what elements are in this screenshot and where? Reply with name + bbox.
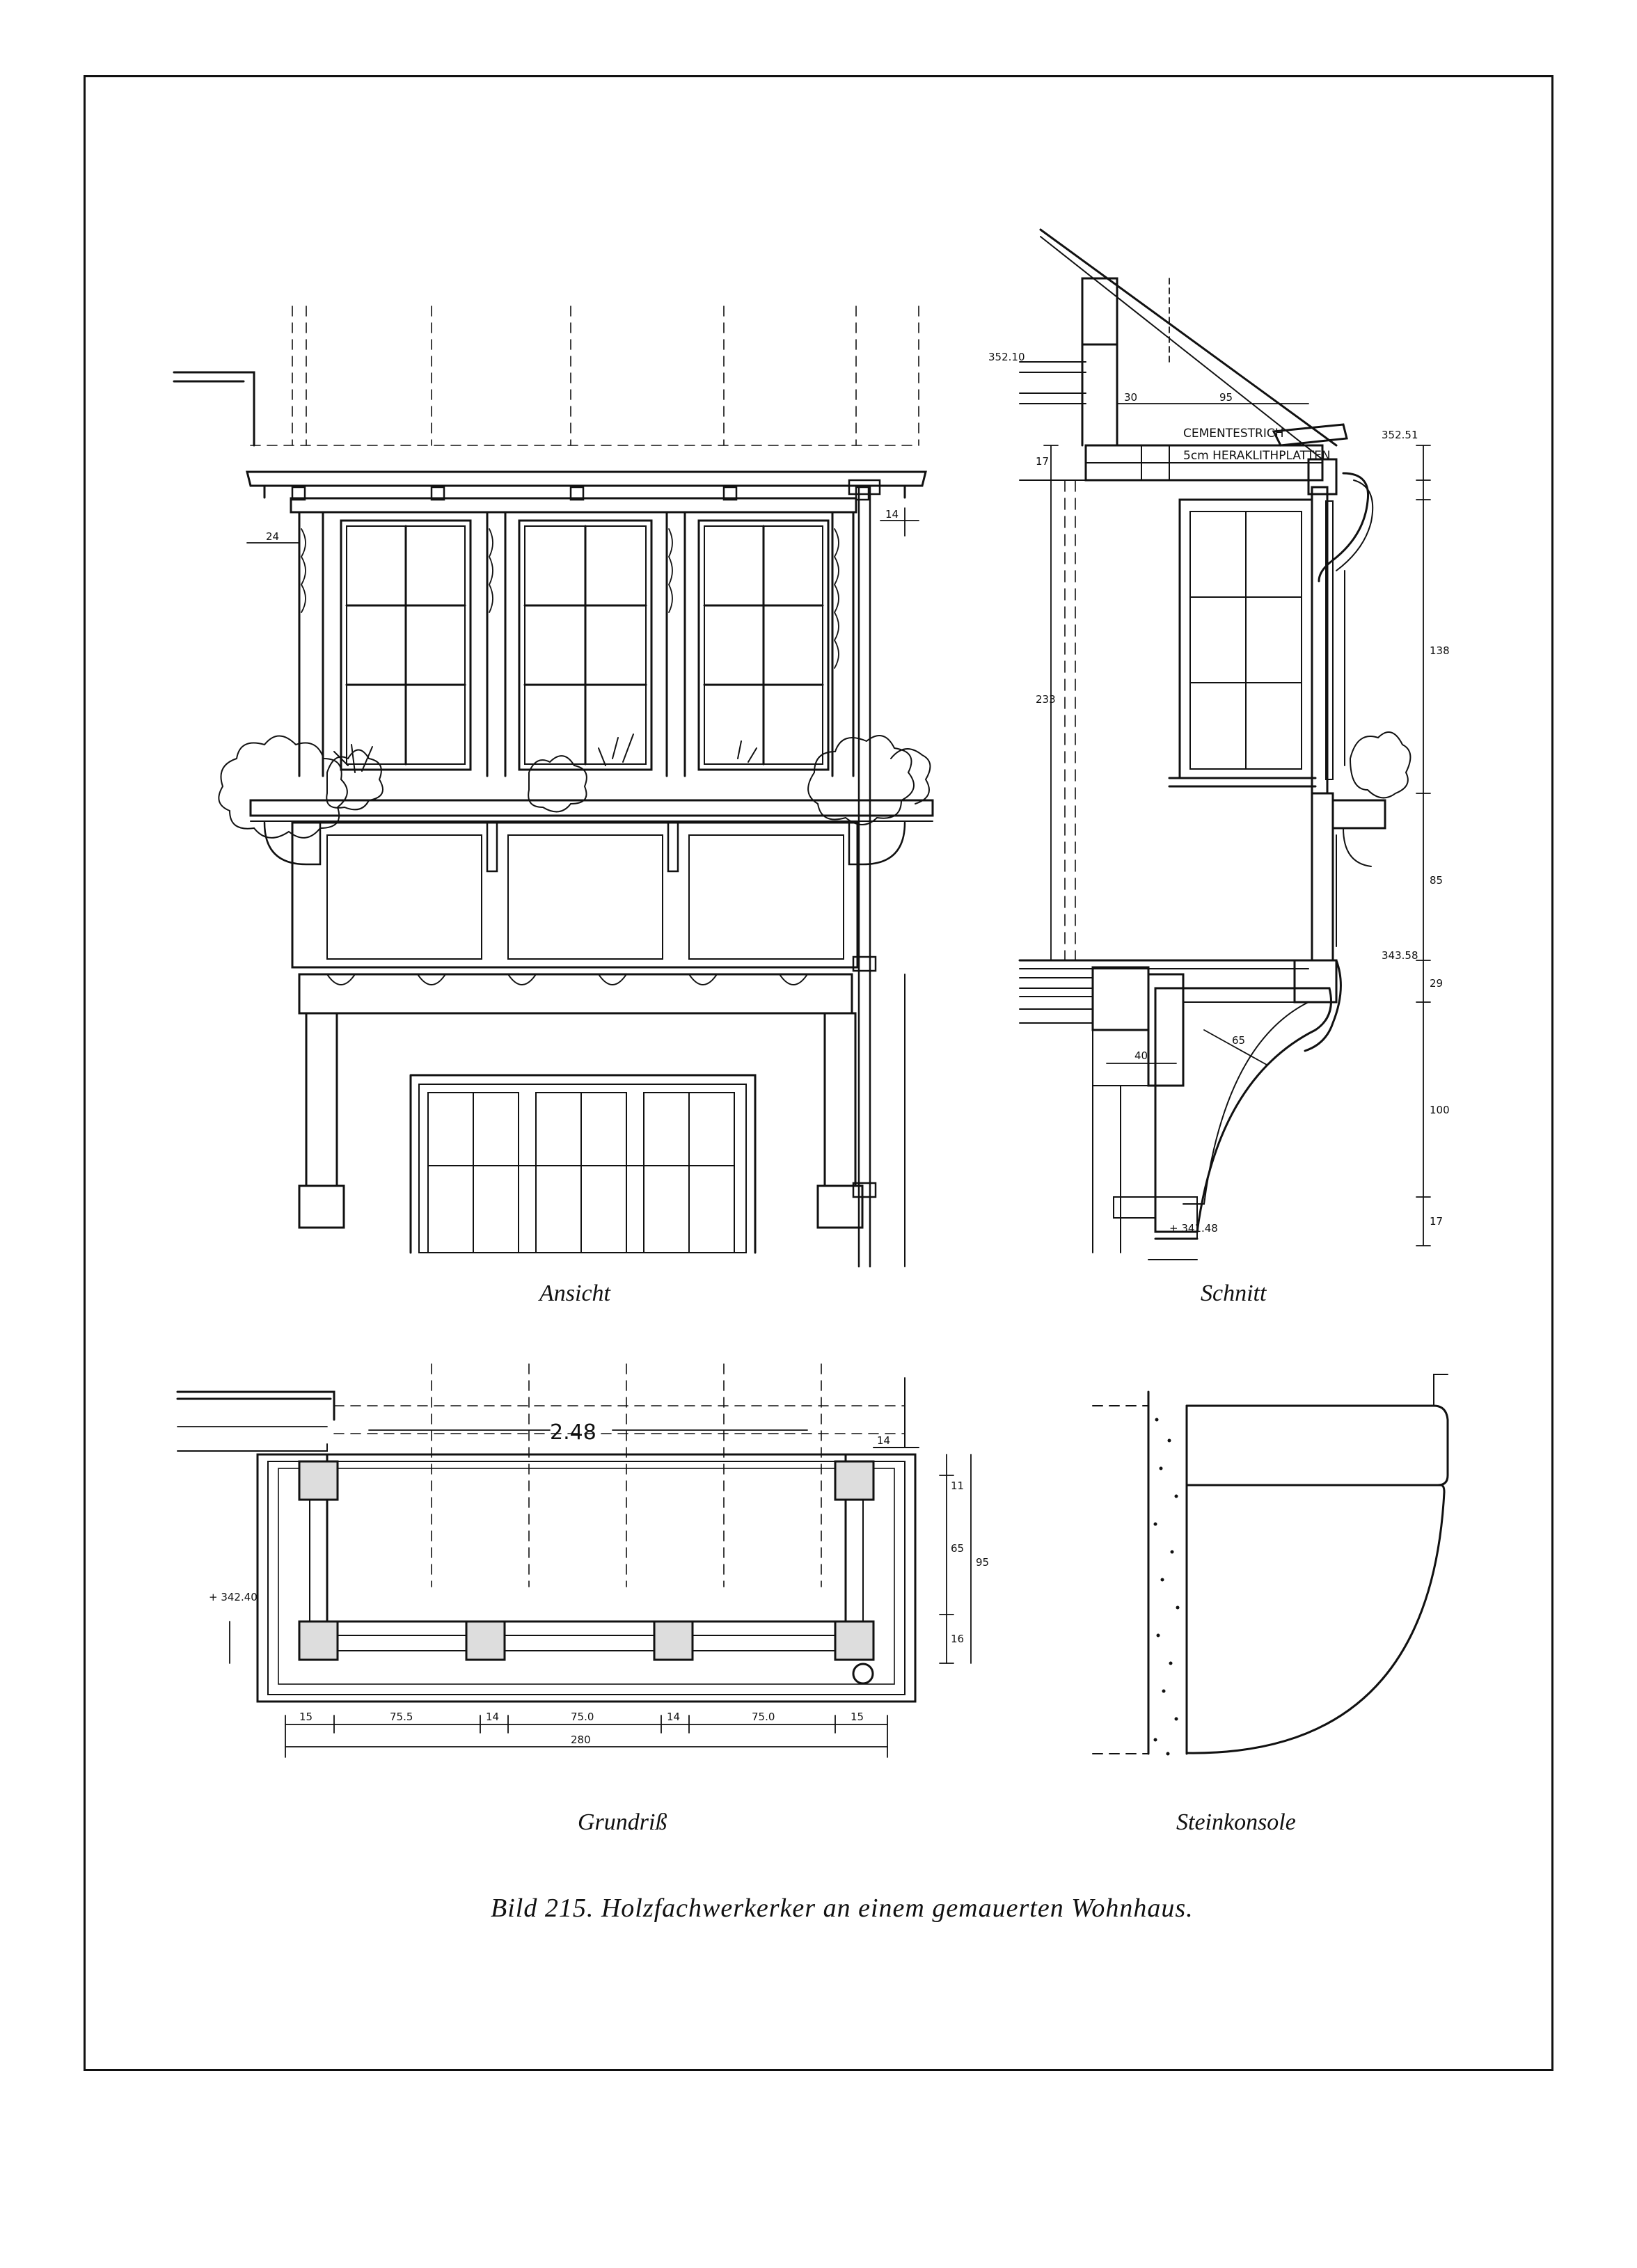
dim-plan-right-total: 95 — [976, 1556, 990, 1569]
dim-plan-seg-2: 75.5 — [390, 1711, 413, 1723]
figure-caption: Bild 215. Holzfachwerkerker an einem gemauerten Wohnhaus. — [491, 1894, 1194, 1923]
dim-plan-right-a: 11 — [951, 1480, 965, 1492]
note-heraklith: 5cm HERAKLITHPLATTEN — [1183, 449, 1331, 463]
dim-schnitt-right-h: 138 — [1430, 644, 1450, 657]
dim-plan-seg-4: 75.0 — [571, 1711, 594, 1723]
dim-schnitt-ceiling: 17 — [1036, 455, 1050, 468]
dim-ansicht-gutter: 14 — [885, 508, 899, 521]
dim-plan-seg-3: 14 — [486, 1711, 500, 1723]
dim-schnitt-console-d: 65 — [1232, 1034, 1246, 1047]
note-cementestrich: CEMENTESTRICH — [1183, 427, 1284, 441]
label-schnitt: Schnitt — [1201, 1280, 1267, 1306]
elevation-window-right — [699, 521, 828, 770]
label-grundriss: Grundriß — [578, 1809, 667, 1835]
dim-plan-corner: 14 — [877, 1434, 891, 1447]
dim-schnitt-roof-level: 352.51 — [1382, 429, 1418, 441]
dim-plan-seg-5: 14 — [667, 1711, 681, 1723]
dim-schnitt-window-h: 233 — [1036, 693, 1056, 706]
steinkonsole-detail — [1093, 1374, 1448, 1756]
dim-schnitt-top-level: 352.10 — [988, 351, 1025, 363]
dim-plan-right-b: 65 — [951, 1542, 965, 1555]
dim-plan-width: 2.48 — [550, 1420, 596, 1445]
dim-schnitt-floor: 29 — [1430, 977, 1444, 990]
dim-plan-seg-7: 15 — [851, 1711, 864, 1723]
dim-ansicht-post: 24 — [266, 530, 280, 543]
grundriss-plan — [177, 1364, 989, 1757]
dim-schnitt-parapet: 85 — [1430, 874, 1444, 887]
dim-plan-seg-1: 15 — [299, 1711, 313, 1723]
label-ansicht: Ansicht — [539, 1280, 610, 1306]
elevation-ground-window — [411, 1075, 755, 1253]
dim-plan-seg-6: 75.0 — [752, 1711, 775, 1723]
ansicht-elevation — [174, 306, 933, 1267]
dim-schnitt-console-w: 40 — [1134, 1049, 1148, 1062]
label-steinkonsole: Steinkonsole — [1176, 1809, 1296, 1835]
schnitt-section — [988, 230, 1450, 1260]
dim-schnitt-base: 17 — [1430, 1215, 1444, 1228]
elevation-window-left — [341, 521, 470, 770]
dim-schnitt-base-level: + 341.48 — [1169, 1222, 1218, 1235]
dim-schnitt-depth: 95 — [1219, 391, 1233, 404]
elevation-window-center — [519, 521, 651, 770]
dim-plan-total: 280 — [571, 1734, 591, 1746]
dim-plan-level: + 342.40 — [209, 1591, 258, 1603]
dim-schnitt-console: 100 — [1430, 1104, 1450, 1116]
dim-schnitt-beam: 30 — [1124, 391, 1138, 404]
dim-plan-right-c: 16 — [951, 1633, 965, 1645]
dim-schnitt-floor-level: 343.58 — [1382, 949, 1418, 962]
